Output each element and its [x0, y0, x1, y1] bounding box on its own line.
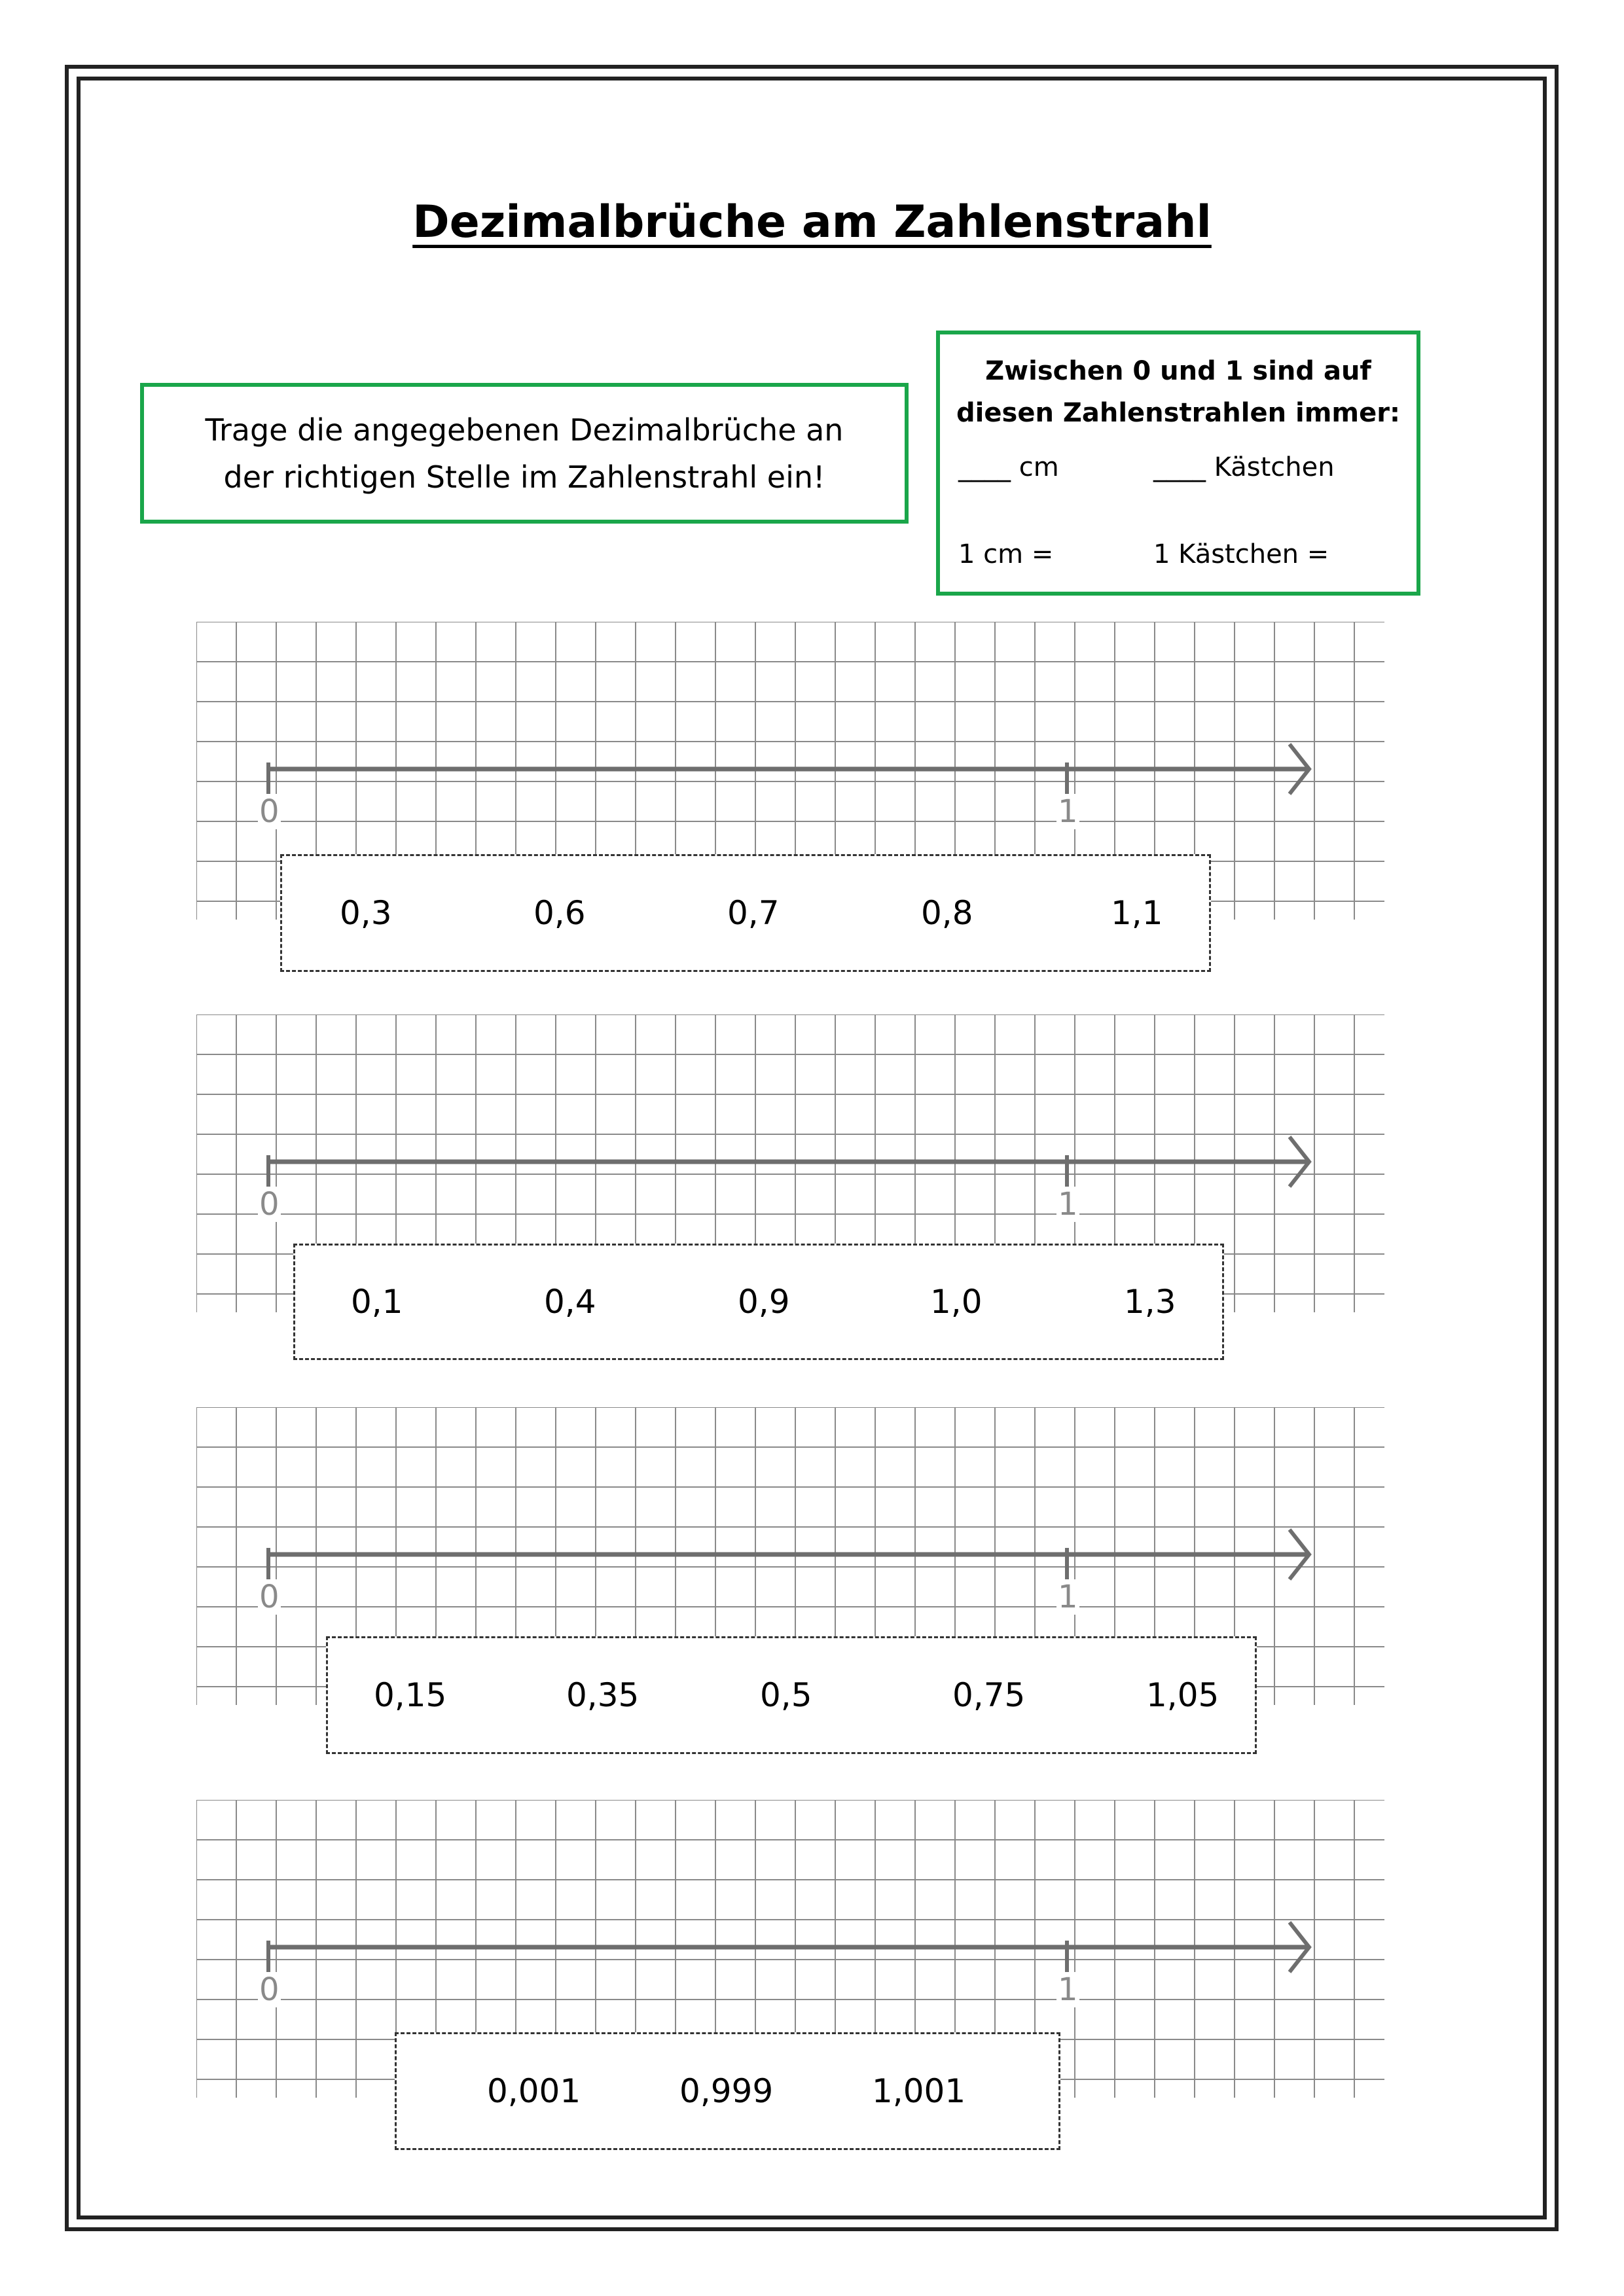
- value-item: 0,35: [566, 1676, 640, 1714]
- value-item: 1,0: [930, 1283, 983, 1321]
- instruction-box: [140, 383, 909, 524]
- instruction-text: Trage die angegebenen Dezimalbrüche an der richtigen Stelle im Zahlenstrahl ein!: [205, 412, 844, 495]
- value-item: 0,5: [760, 1676, 812, 1714]
- value-item: 1,1: [1111, 894, 1163, 932]
- zero-label: 0: [259, 1579, 280, 1615]
- one-label: 1: [1058, 1579, 1078, 1615]
- one-label: 1: [1058, 1186, 1078, 1223]
- values-box-3: [326, 1636, 1257, 1754]
- value-item: 0,1: [351, 1283, 403, 1321]
- one-label: 1: [1058, 1971, 1078, 2008]
- value-item: 0,4: [544, 1283, 596, 1321]
- value-item: 0,75: [952, 1676, 1026, 1714]
- value-item: 1,3: [1124, 1283, 1176, 1321]
- values-box-1: [280, 854, 1211, 972]
- zero-label: 0: [259, 793, 280, 830]
- info-heading: Zwischen 0 und 1 sind auf diesen Zahlenstrahlen immer:: [956, 356, 1400, 428]
- one-kaestchen-label: 1 Kästchen =: [1153, 539, 1329, 569]
- cm-blank[interactable]: ____ cm: [958, 452, 1059, 482]
- zero-label: 0: [259, 1971, 280, 2008]
- title-text: Dezimalbrüche am Zahlenstrahl: [412, 196, 1212, 248]
- value-item: 0,999: [679, 2072, 774, 2110]
- info-box: [936, 331, 1420, 596]
- value-item: 0,3: [340, 894, 392, 932]
- value-item: 0,15: [374, 1676, 447, 1714]
- value-item: 0,001: [487, 2072, 581, 2110]
- value-item: 0,7: [727, 894, 780, 932]
- values-box-4: [395, 2032, 1060, 2150]
- one-cm-label: 1 cm =: [958, 539, 1054, 569]
- kaestchen-blank[interactable]: ____ Kästchen: [1153, 452, 1335, 482]
- values-box-2: [293, 1244, 1224, 1360]
- value-item: 1,001: [872, 2072, 966, 2110]
- zero-label: 0: [259, 1186, 280, 1223]
- value-item: 0,8: [921, 894, 973, 932]
- value-item: 1,05: [1146, 1676, 1219, 1714]
- value-item: 0,6: [533, 894, 586, 932]
- value-item: 0,9: [738, 1283, 790, 1321]
- worksheet-title: [0, 196, 1624, 248]
- one-label: 1: [1058, 793, 1078, 830]
